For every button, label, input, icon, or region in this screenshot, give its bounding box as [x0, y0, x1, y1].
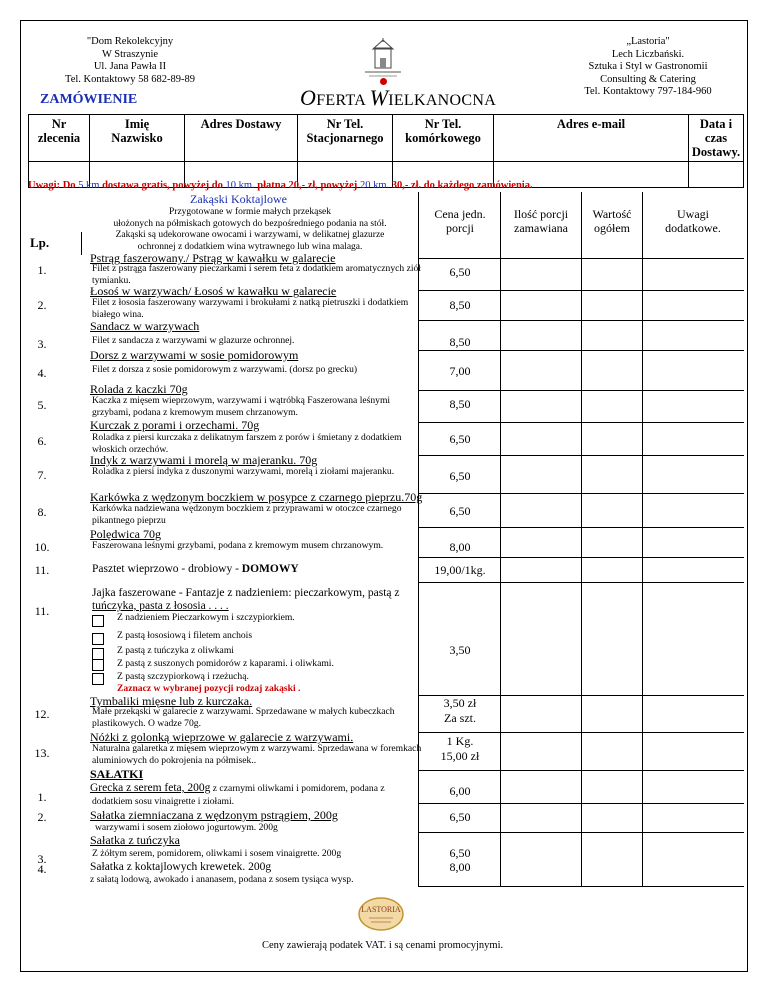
grid-line [418, 258, 744, 259]
grid-line [418, 493, 744, 494]
item-price: 6,50 [449, 810, 471, 824]
grid-line [418, 557, 744, 558]
col-quantity: Ilość porcji zamawiana [513, 207, 569, 235]
item-description: Filet z łososia faszerowany warzywami i brokułami z natką pietruszki i dodatkiem białego wina. [92, 297, 409, 320]
item-number: 2. [37, 298, 47, 312]
col-notes: Uwagi dodatkowe. [665, 207, 721, 235]
selection-hint: Zaznacz w wybranej pozycji rodzaj zakąski . [117, 683, 301, 694]
grid-line [500, 192, 501, 886]
grid-line [418, 732, 744, 733]
item-title: Pstrąg faszerowany./ Pstrąg w kawałku w galarecie [90, 251, 336, 265]
item-price: 6,00 [449, 784, 471, 798]
item-price: 6,50 [449, 504, 471, 518]
grid-line [81, 232, 82, 255]
item-description: Naturalna galaretka z mięsem wieprzowym z warzywami. Sprzedawana w foremkach aluminiowych do pokrojenia na półmisek.. [92, 743, 422, 766]
logo-label: LASTORIA [361, 905, 401, 914]
red-dot-icon [380, 78, 387, 85]
item-description: Roladka z piersi indyka z duszonymi warzywami, morelą i ziołami majeranku. [92, 466, 395, 477]
grid-line [418, 832, 744, 833]
grid-line [418, 770, 744, 771]
item-number: 4. [37, 862, 47, 876]
item-number: 7. [37, 468, 47, 482]
grid-line [418, 350, 744, 351]
item-description: Filet z dorsza z sosie pomidorowym z warzywami. (dorsz po grecku) [92, 364, 358, 375]
item-number: 3. [37, 337, 47, 351]
lp-label: Lp. [30, 235, 50, 250]
offer-title: OFERTA WIELKANOCNA [300, 85, 497, 110]
grid-line [418, 886, 744, 887]
item-price: 8,00 [449, 540, 471, 554]
option-checkbox[interactable] [92, 659, 104, 671]
col-mobile: Nr Tel. komórkowego [393, 115, 494, 162]
salad-title: Sałatka z koktajlowych krewetek. 200g [90, 861, 272, 873]
item-price: 3,50 zł Za szt. [443, 696, 477, 725]
item-title: Rolada z kaczki 70g [90, 382, 188, 396]
option-checkbox[interactable] [92, 615, 104, 627]
option-label: Z pastą szczypiorkową i rzeżuchą. [117, 671, 249, 682]
item-price: 3,50 [449, 643, 471, 657]
order-form-table [28, 114, 744, 188]
item-number: 6. [37, 434, 47, 448]
item-price: 19,00/1kg. [434, 563, 486, 577]
delivery-note: Uwagi: Do 5 km dostawa gratis, powyżej do 10 km. płatna 20,- zł, powyżej 20 km. 30,- zł. do każdego zamówienia. [28, 180, 533, 191]
grid-line [418, 803, 744, 804]
item-description: Faszerowana leśnymi grzybami, podana z kremowym musem chrzanowym. [92, 540, 384, 551]
grid-line [418, 422, 744, 423]
item-price: 8,00 [449, 860, 471, 874]
salad-title: Grecka z serem feta, 200g z czarnymi oliwkami i pomidorem, podana z [90, 782, 385, 794]
section-intro: Przygotowane w formie małych przekąsek ułożonych na półmiskach gotowych do bezpośredniego podania na stół. Zakąski są udekorowane owocami i warzywami, w delikatnej glazurze ochronnej z dodatkiem wina wytrawnego lub wina malaga. [113, 207, 387, 252]
item-number: 4. [37, 366, 47, 380]
item-title: Kurczak z porami i orzechami. 70g [90, 418, 260, 432]
item-description: Kaczka z mięsem wieprzowym, warzywami i wątróbką Faszerowana leśnymi grzybami, podana z kremowym musem chrzanowym. [92, 395, 391, 418]
item-price: 8,50 [449, 298, 471, 312]
item-number: 13. [34, 746, 50, 760]
church-logo-icon [355, 38, 411, 82]
option-label: Z pastą łososiową i filetem anchois [117, 630, 253, 641]
item-description: warzywami i sosem ziołowo jogurtowym. 200g [95, 822, 278, 833]
item-description: Filet z pstrąga faszerowany pieczarkami i serem feta z dodatkiem aromatycznych ziół tymianku. [92, 263, 421, 286]
item-number: 1. [37, 263, 47, 277]
col-landline: Nr Tel. Stacjonarnego [298, 115, 393, 162]
option-checkbox[interactable] [92, 633, 104, 645]
item-number: 11. [34, 563, 50, 577]
item-title: Dorsz z warzywami w sosie pomidorowym [90, 348, 299, 362]
item-number: 5. [37, 398, 47, 412]
grid-line [418, 390, 744, 391]
item-description: Z żółtym serem, pomidorem, oliwkami i sosem vinaigrette. 200g [92, 848, 342, 859]
grid-line [642, 192, 643, 886]
salads-title: SAŁATKI [90, 767, 144, 781]
grid-line [418, 582, 744, 583]
item-description: Małe przekąski w galarecie z warzywami. Sprzedawane w małych kubeczkach plastikowych. O wadze 70g. [92, 706, 395, 729]
col-address: Adres Dostawy [185, 115, 298, 162]
pate-title: Pasztet wieprzowo - drobiowy - DOMOWY [92, 563, 299, 575]
col-delivery-date: Data i czas Dostawy. [689, 115, 744, 162]
item-number: 10. [34, 540, 50, 554]
item-title: Sandacz w warzywach [90, 319, 200, 333]
item-title: Łosoś w warzywach/ Łosoś w kawałku w galarecie [90, 284, 337, 298]
item-title: Nóżki z golonką wieprzowe w galarecie z warzywami. [90, 730, 354, 744]
item-title: Tymbaliki mięsne lub z kurczaka. [90, 694, 253, 708]
option-checkbox[interactable] [92, 673, 104, 685]
item-title: Karkówka z wędzonym boczkiem w posypce z czarnego pieprzu.70g [90, 490, 423, 504]
item-title: Indyk z warzywami i morelą w majeranku. 70g [90, 453, 318, 467]
salad-title: Sałatka z tuńczyka [90, 833, 180, 847]
header-left-address: "Dom Rekolekcyjny W Straszynie Ul. Jana Pawła II Tel. Kontaktowy 58 682-89-89 [65, 36, 195, 85]
grid-line [581, 192, 582, 886]
eggs-title: Jajka faszerowane - Fantazje z nadzieniem: pieczarkowym, pastą z tuńczyka, pasta z łososia . . . . [92, 587, 400, 612]
item-description: Filet z sandacza z warzywami w glazurze ochronnej. [92, 335, 295, 346]
item-number: 8. [37, 505, 47, 519]
col-total: Wartość ogółem [592, 207, 632, 235]
item-price: 6,50 [449, 846, 471, 860]
item-description: Karkówka nadziewana wędzonym boczkiem z przyprawami w otoczce czarnego pikantnego pieprzu [92, 503, 402, 526]
item-number: 2. [37, 810, 47, 824]
option-label: Z pastą z suszonych pomidorów z kaparami. i oliwkami. [117, 658, 334, 669]
item-number: 11. [34, 604, 50, 618]
header-right-address: „Lastoria" Lech Liczbański. Sztuka i Styl w Gastronomii Consulting & Catering Tel. Kontaktowy 797-184-960 [584, 36, 712, 97]
item-number: 3. [37, 852, 47, 866]
item-price: 1 Kg. 15,00 zł [440, 734, 480, 763]
item-description: dodatkiem sosu vinaigrette i ziołami. [92, 796, 235, 807]
item-description: Roladka z piersi kurczaka z delikatnym farszem z porów i śmietany z dodatkiem włoskich orzechów. [92, 432, 402, 455]
col-unit-price: Cena jedn. porcji [434, 207, 486, 235]
grid-line [418, 290, 744, 291]
item-description: z sałatą lodową, awokado i ananasem, podana z sosem tysiąca wysp. [90, 874, 354, 885]
order-title: ZAMÓWIENIE [40, 92, 138, 107]
grid-line [418, 320, 744, 321]
footer-note: Ceny zawierają podatek VAT. i są cenami promocyjnymi. [262, 940, 504, 951]
item-title: Polędwica 70g [90, 527, 161, 541]
lastoria-logo [357, 895, 405, 933]
item-number: 12. [34, 707, 50, 721]
col-name: Imię Nazwisko [90, 115, 185, 162]
section-title: Zakąski Koktajlowe [190, 192, 287, 206]
item-price: 6,50 [449, 469, 471, 483]
item-price: 8,50 [449, 397, 471, 411]
salad-title: Sałatka ziemniaczana z wędzonym pstrągiem, 200g [90, 808, 338, 822]
item-price: 8,50 [449, 335, 471, 349]
item-price: 7,00 [449, 364, 471, 378]
col-email: Adres e-mail [494, 115, 689, 162]
input-delivery-date[interactable] [689, 162, 744, 188]
item-price: 6,50 [449, 265, 471, 279]
col-order-number: Nr zlecenia [29, 115, 90, 162]
item-number: 1. [37, 790, 47, 804]
grid-line [418, 527, 744, 528]
item-price: 6,50 [449, 432, 471, 446]
grid-line [418, 455, 744, 456]
option-label: Z pastą z tuńczyka z oliwkami [117, 645, 234, 656]
option-label: Z nadzieniem Pieczarkowym i szczypiorkiem. [117, 612, 295, 623]
